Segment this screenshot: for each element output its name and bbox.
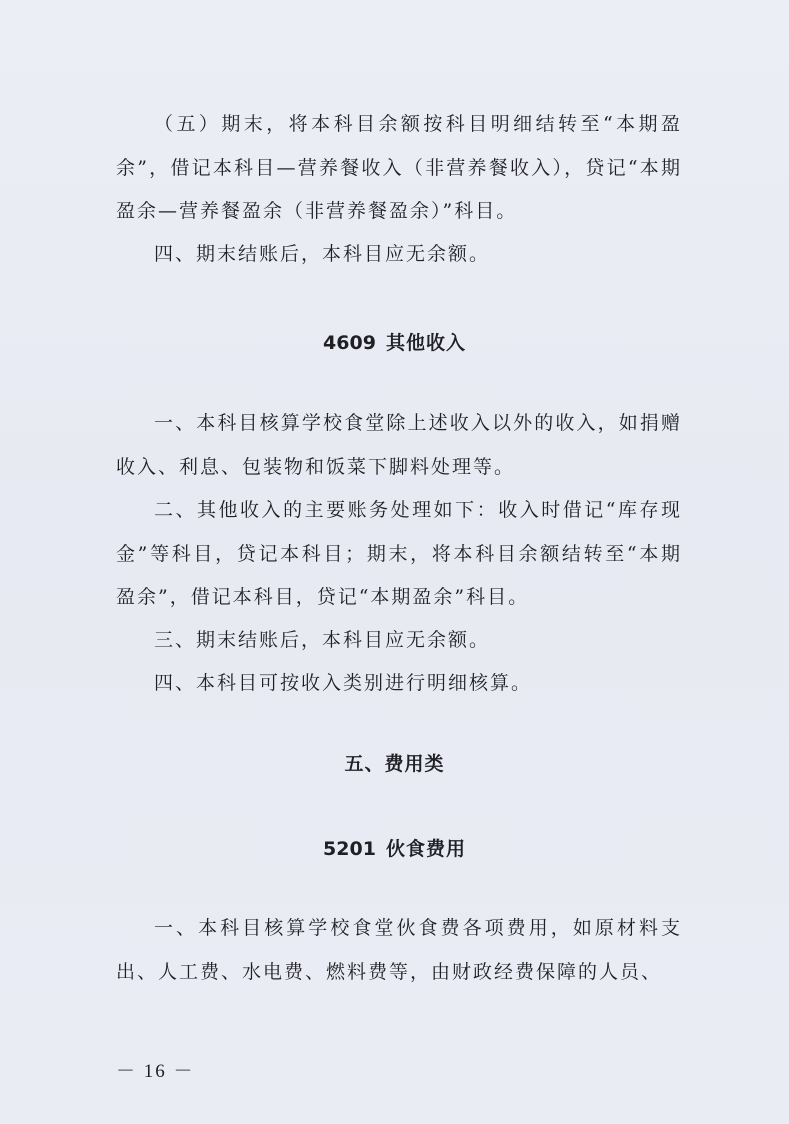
paragraph-other-income-accounting: 二、其他收入的主要账务处理如下：收入时借记“库存现金”等科目，贷记本科目；期末，将本科目余额结转至“本期盈余”，借记本科目，贷记“本期盈余”科目。	[116, 499, 682, 608]
section-code: 5201	[323, 838, 376, 860]
paragraph-other-income-no-balance: 三、期末结账后，本科目应无余额。	[154, 629, 491, 651]
section-code: 4609	[323, 332, 376, 354]
section-title: 其他收入	[385, 332, 466, 354]
page-number: － 16 －	[116, 1061, 195, 1082]
section-heading-4609	[0, 328, 789, 355]
category-heading-expenses: 五、费用类	[344, 753, 445, 775]
paragraph-food-cost-scope: 一、本科目核算学校食堂伙食费各项费用，如原材料支出、人工费、水电费、燃料费等，由财政经费保障的人员、	[116, 917, 682, 983]
paragraph-other-income-detail: 四、本科目可按收入类别进行明细核算。	[154, 672, 533, 694]
paragraph-month-end-transfer: （五）期末，将本科目余额按科目明细结转至“本期盈余”，借记本科目—营养餐收入（非营养餐收入），贷记“本期盈余—营养餐盈余（非营养餐盈余）”科目。	[116, 113, 682, 222]
section-heading-5201	[0, 834, 789, 861]
paragraph-other-income-scope: 一、本科目核算学校食堂除上述收入以外的收入，如捐赠收入、利息、包装物和饭菜下脚料处理等。	[116, 412, 682, 478]
section-title: 伙食费用	[385, 838, 466, 860]
paragraph-no-balance: 四、期末结账后，本科目应无余额。	[154, 243, 491, 265]
